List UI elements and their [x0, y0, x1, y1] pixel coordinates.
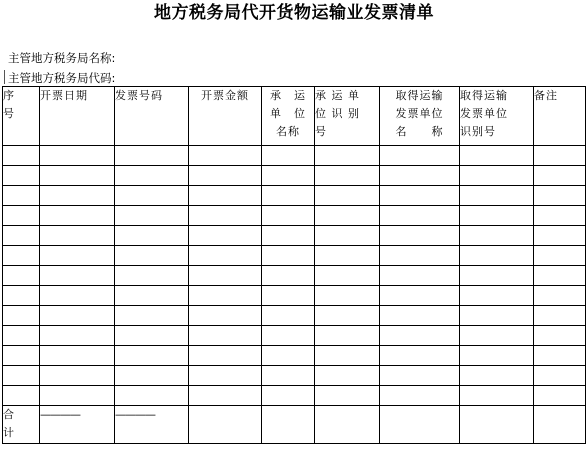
carrier-id-cell[interactable] [315, 146, 380, 166]
amount-cell[interactable] [189, 306, 262, 326]
carrier-id-cell[interactable] [315, 166, 380, 186]
recipient-id-cell[interactable] [460, 326, 534, 346]
seq-cell[interactable] [3, 366, 40, 386]
recipient-id-cell[interactable] [460, 206, 534, 226]
issue-date-cell[interactable] [40, 266, 115, 286]
remarks-cell[interactable] [534, 266, 586, 286]
carrier-name-cell[interactable] [262, 146, 315, 166]
header-carrier-id-line: 位 识 别 [315, 107, 360, 120]
total-recipient-id-cell[interactable] [460, 406, 534, 444]
recipient-name-cell[interactable] [380, 246, 460, 266]
header-carrier-name-line: 名称 [276, 125, 300, 138]
invoice-number-cell[interactable] [115, 346, 189, 366]
carrier-id-cell[interactable] [315, 206, 380, 226]
invoice-number-cell[interactable] [115, 206, 189, 226]
carrier-name-cell[interactable] [262, 286, 315, 306]
issue-date-cell[interactable] [40, 186, 115, 206]
header-carrier-id [315, 87, 380, 146]
recipient-name-cell[interactable] [380, 286, 460, 306]
total-label-line: 计 [3, 426, 15, 439]
amount-cell[interactable] [189, 386, 262, 406]
seq-cell[interactable] [3, 166, 40, 186]
recipient-id-cell[interactable] [460, 166, 534, 186]
carrier-name-cell[interactable] [262, 166, 315, 186]
remarks-cell[interactable] [534, 386, 586, 406]
issue-date-cell[interactable] [40, 326, 115, 346]
carrier-name-cell[interactable] [262, 366, 315, 386]
issue-date-cell[interactable] [40, 226, 115, 246]
seq-cell[interactable] [3, 346, 40, 366]
invoice-number-cell[interactable] [115, 186, 189, 206]
invoice-number-cell[interactable] [115, 306, 189, 326]
carrier-id-cell[interactable] [315, 266, 380, 286]
header-carrier-id-line: 承 运 单 [315, 89, 360, 102]
remarks-cell[interactable] [534, 186, 586, 206]
recipient-id-cell[interactable] [460, 146, 534, 166]
amount-cell[interactable] [189, 286, 262, 306]
table-row [3, 246, 586, 266]
remarks-cell[interactable] [534, 146, 586, 166]
carrier-name-cell[interactable] [262, 306, 315, 326]
seq-cell[interactable] [3, 246, 40, 266]
recipient-name-cell[interactable] [380, 266, 460, 286]
carrier-name-cell[interactable] [262, 246, 315, 266]
recipient-id-cell[interactable] [460, 386, 534, 406]
invoice-number-cell[interactable] [115, 286, 189, 306]
recipient-id-cell[interactable] [460, 246, 534, 266]
header-carrier-name [262, 87, 315, 146]
recipient-id-cell[interactable] [460, 366, 534, 386]
header-row [3, 87, 586, 146]
header-recipient-id [460, 87, 534, 146]
amount-cell[interactable] [189, 186, 262, 206]
amount-cell[interactable] [189, 226, 262, 246]
carrier-id-cell[interactable] [315, 386, 380, 406]
issue-date-cell[interactable] [40, 166, 115, 186]
header-recipient-name-line: 发票单位 [395, 107, 444, 120]
amount-cell[interactable] [189, 166, 262, 186]
recipient-id-cell[interactable] [460, 306, 534, 326]
authority-name-label: 主管地方税务局名称: [8, 51, 116, 65]
amount-cell[interactable] [189, 346, 262, 366]
invoice-number-cell[interactable] [115, 386, 189, 406]
recipient-id-cell[interactable] [460, 286, 534, 306]
invoice-number-cell[interactable] [115, 326, 189, 346]
header-recipient-id-line: 识别号 [460, 125, 496, 138]
seq-cell[interactable] [3, 146, 40, 166]
remarks-cell[interactable] [534, 166, 586, 186]
table-row [3, 366, 586, 386]
header-remarks: 备注 [534, 87, 586, 146]
seq-cell[interactable] [3, 306, 40, 326]
carrier-id-cell[interactable] [315, 326, 380, 346]
table-row [3, 326, 586, 346]
recipient-name-cell[interactable] [380, 166, 460, 186]
header-issue-date: 开票日期 [40, 87, 115, 146]
recipient-name-cell[interactable] [380, 386, 460, 406]
amount-cell[interactable] [189, 206, 262, 226]
header-amount: 开票金额 [189, 87, 262, 146]
remarks-cell[interactable] [534, 226, 586, 246]
table-row [3, 206, 586, 226]
recipient-name-cell[interactable] [380, 146, 460, 166]
total-invoice-number-placeholder: ———— [115, 406, 189, 444]
table-row [3, 306, 586, 326]
total-recipient-name-cell[interactable] [380, 406, 460, 444]
carrier-name-cell[interactable] [262, 266, 315, 286]
header-carrier-id-line: 号 [315, 125, 327, 138]
header-carrier-name-line: 承 运 [270, 89, 306, 102]
issue-date-cell[interactable] [40, 386, 115, 406]
remarks-cell[interactable] [534, 286, 586, 306]
invoice-number-cell[interactable] [115, 246, 189, 266]
invoice-number-cell[interactable] [115, 146, 189, 166]
remarks-cell[interactable] [534, 366, 586, 386]
total-remarks-cell[interactable] [534, 406, 586, 444]
header-seq-line: 序 [3, 89, 15, 102]
invoice-list-table [2, 86, 586, 444]
invoice-number-cell[interactable] [115, 266, 189, 286]
amount-cell[interactable] [189, 246, 262, 266]
invoice-number-cell[interactable] [115, 366, 189, 386]
seq-cell[interactable] [3, 326, 40, 346]
recipient-name-cell[interactable] [380, 186, 460, 206]
header-recipient-name-line: 名 称 [395, 125, 444, 138]
amount-cell[interactable] [189, 366, 262, 386]
text-cursor [4, 70, 5, 84]
carrier-name-cell[interactable] [262, 206, 315, 226]
recipient-name-cell[interactable] [380, 226, 460, 246]
header-invoice-number: 发票号码 [115, 87, 189, 146]
header-seq [3, 87, 40, 146]
table-row [3, 146, 586, 166]
seq-cell[interactable] [3, 266, 40, 286]
total-carrier-id-cell[interactable] [315, 406, 380, 444]
total-amount-cell[interactable] [189, 406, 262, 444]
recipient-id-cell[interactable] [460, 266, 534, 286]
header-carrier-name-line: 单 位 [270, 107, 306, 120]
table-row [3, 266, 586, 286]
total-carrier-name-cell[interactable] [262, 406, 315, 444]
recipient-name-cell[interactable] [380, 306, 460, 326]
table-row [3, 346, 586, 366]
issue-date-cell[interactable] [40, 206, 115, 226]
issue-date-cell[interactable] [40, 146, 115, 166]
carrier-name-cell[interactable] [262, 326, 315, 346]
carrier-name-cell[interactable] [262, 226, 315, 246]
issue-date-cell[interactable] [40, 246, 115, 266]
table-row [3, 186, 586, 206]
total-issue-date-placeholder: ———— [40, 406, 115, 444]
total-label [3, 406, 40, 444]
recipient-name-cell[interactable] [380, 346, 460, 366]
carrier-name-cell[interactable] [262, 186, 315, 206]
recipient-name-cell[interactable] [380, 366, 460, 386]
table-row [3, 226, 586, 246]
recipient-id-cell[interactable] [460, 186, 534, 206]
table-row [3, 386, 586, 406]
amount-cell[interactable] [189, 326, 262, 346]
table-row [3, 286, 586, 306]
carrier-id-cell[interactable] [315, 226, 380, 246]
carrier-name-cell[interactable] [262, 346, 315, 366]
issue-date-cell[interactable] [40, 346, 115, 366]
recipient-name-cell[interactable] [380, 206, 460, 226]
carrier-id-cell[interactable] [315, 306, 380, 326]
recipient-id-cell[interactable] [460, 346, 534, 366]
invoice-number-cell[interactable] [115, 226, 189, 246]
seq-cell[interactable] [3, 286, 40, 306]
carrier-name-cell[interactable] [262, 386, 315, 406]
seq-cell[interactable] [3, 186, 40, 206]
seq-cell[interactable] [3, 226, 40, 246]
header-seq-line: 号 [3, 107, 15, 120]
total-row [3, 406, 586, 444]
authority-code-label: 主管地方税务局代码: [8, 71, 116, 85]
amount-cell[interactable] [189, 146, 262, 166]
document-title: 地方税务局代开货物运输业发票清单 [154, 3, 434, 23]
carrier-id-cell[interactable] [315, 366, 380, 386]
seq-cell[interactable] [3, 386, 40, 406]
remarks-cell[interactable] [534, 346, 586, 366]
remarks-cell[interactable] [534, 246, 586, 266]
remarks-cell[interactable] [534, 306, 586, 326]
header-recipient-name [380, 87, 460, 146]
issue-date-cell[interactable] [40, 286, 115, 306]
seq-cell[interactable] [3, 206, 40, 226]
table-row [3, 166, 586, 186]
carrier-id-cell[interactable] [315, 346, 380, 366]
amount-cell[interactable] [189, 266, 262, 286]
carrier-id-cell[interactable] [315, 186, 380, 206]
total-label-line: 合 [3, 408, 15, 421]
header-recipient-id-line: 发票单位 [460, 107, 508, 120]
recipient-id-cell[interactable] [460, 226, 534, 246]
recipient-name-cell[interactable] [380, 326, 460, 346]
invoice-number-cell[interactable] [115, 166, 189, 186]
issue-date-cell[interactable] [40, 306, 115, 326]
remarks-cell[interactable] [534, 206, 586, 226]
issue-date-cell[interactable] [40, 366, 115, 386]
header-recipient-id-line: 取得运输 [460, 89, 508, 102]
header-recipient-name-line: 取得运输 [395, 89, 444, 102]
remarks-cell[interactable] [534, 326, 586, 346]
carrier-id-cell[interactable] [315, 286, 380, 306]
carrier-id-cell[interactable] [315, 246, 380, 266]
